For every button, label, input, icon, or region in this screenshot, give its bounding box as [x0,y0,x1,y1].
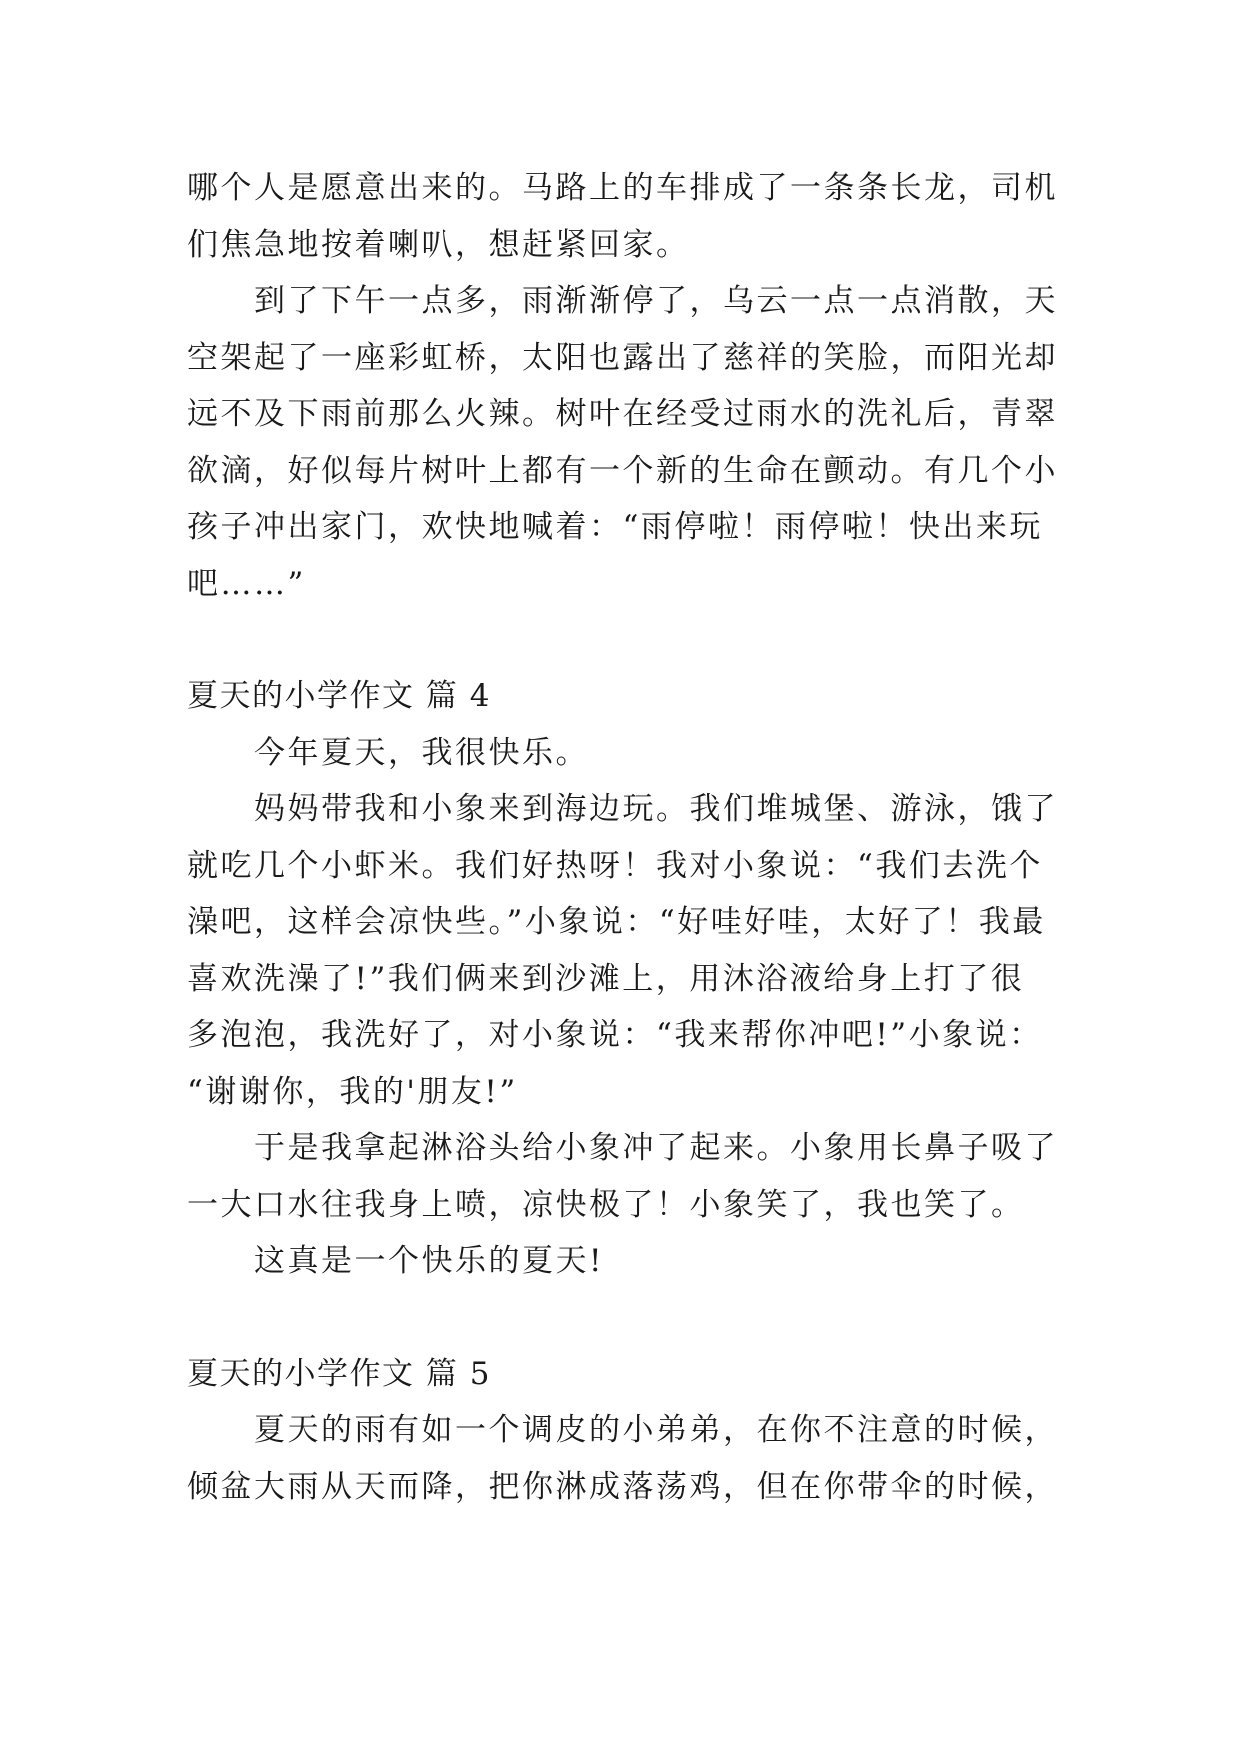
document-body [187,160,1057,1515]
paragraph-gap [187,612,1057,668]
text-line: 倾盆大雨从天而降，把你淋成落荡鸡，但在你带伞的时候， [187,1468,1058,1505]
text-line: 多泡泡，我洗好了，对小象说：“我来帮你冲吧!”小象说： [187,1017,1043,1053]
section-heading-4: 夏天的小学作文 篇 4 [187,678,491,714]
text-line: 到了下午一点多，雨渐渐停了，乌云一点一点消散，天 [254,283,1058,319]
text-line: 一大口水往我身上喷，凉快极了！小象笑了，我也笑了。 [187,1186,1025,1223]
text-line: 哪个人是愿意出来的。马路上的车排成了一条条长龙，司机 [187,170,1058,206]
text-line: 于是我拿起淋浴头给小象冲了起来。小象用长鼻子吸了 [254,1130,1058,1166]
text-line: 们焦急地按着喇叭，想赶紧回家。 [187,226,690,263]
text-line: 这真是一个快乐的夏天! [254,1243,604,1279]
text-line: “谢谢你，我的'朋友!” [187,1073,518,1110]
text-line: 喜欢洗澡了!”我们俩来到沙滩上，用沐浴液给身上打了很 [187,960,1025,997]
paragraph-gap [187,1290,1057,1346]
text-line: 空架起了一座彩虹桥，太阳也露出了慈祥的笑脸，而阳光却 [187,339,1058,376]
section-heading-5: 夏天的小学作文 篇 5 [187,1355,491,1392]
text-line: 远不及下雨前那么火辣。树叶在经受过雨水的洗礼后，青翠 [187,396,1058,432]
text-line: 夏天的雨有如一个调皮的小弟弟，在你不注意的时候， [254,1412,1058,1448]
text-line: 吧……” [187,565,306,602]
text-line: 就吃几个小虾米。我们好热呀！我对小象说：“我们去洗个 [187,847,1043,884]
text-line: 孩子冲出家门，欢快地喊着：“雨停啦！雨停啦！快出来玩 [187,509,1043,545]
text-line: 妈妈带我和小象来到海边玩。我们堆城堡、游泳，饿了 [254,791,1058,827]
text-line: 欲滴，好似每片树叶上都有一个新的生命在颤动。有几个小 [187,452,1058,489]
text-line: 澡吧，这样会凉快些。”小象说：“好哇好哇，太好了！我最 [187,904,1046,940]
text-line: 今年夏天，我很快乐。 [254,734,589,771]
